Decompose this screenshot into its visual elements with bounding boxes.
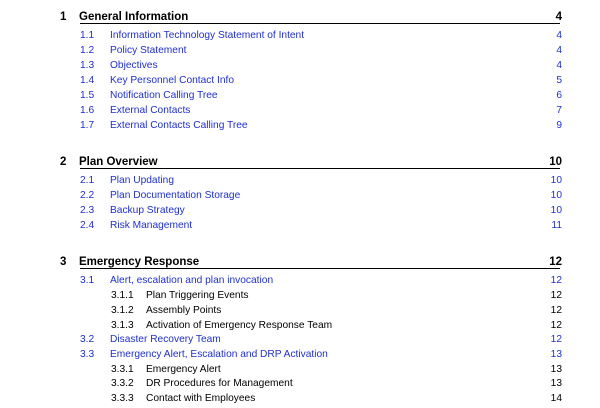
toc-entry-2-2[interactable] (0, 190, 600, 205)
toc-entry-1-4[interactable] (0, 75, 600, 90)
entry-link[interactable]: Plan Updating (110, 175, 175, 186)
entry-link[interactable]: Plan Documentation Storage (110, 190, 241, 201)
entry-link[interactable]: Policy Statement (110, 45, 187, 56)
toc-entry-3-3-3[interactable] (0, 393, 600, 408)
page-number: 13 (550, 378, 562, 389)
toc-entry-3-3[interactable] (0, 349, 600, 364)
entry-number: 1.2 (80, 45, 95, 56)
toc-section-1[interactable] (0, 11, 600, 27)
entry-number: 3.3.1 (111, 364, 134, 375)
section-title[interactable]: Emergency Response (79, 256, 200, 268)
page-number: 12 (550, 305, 562, 316)
entry-link[interactable]: Information Technology Statement of Intent (110, 30, 305, 41)
toc-entry-3-1-1[interactable] (0, 290, 600, 305)
entry-number: 3.1 (80, 275, 95, 286)
entry-number: 3.1.3 (111, 320, 134, 331)
page-number: 12 (550, 334, 562, 345)
toc-entry-1-3[interactable] (0, 60, 600, 75)
toc-entry-3-3-2[interactable] (0, 378, 600, 393)
entry-title[interactable]: Emergency Alert (146, 364, 221, 375)
toc-entry-2-1[interactable] (0, 175, 600, 190)
page-number: 7 (556, 105, 562, 116)
toc-entry-1-7[interactable] (0, 120, 600, 135)
leader-line (80, 168, 560, 169)
page-number: 14 (550, 393, 562, 404)
leader-line (80, 268, 560, 269)
toc-entry-2-4[interactable] (0, 220, 600, 235)
entry-number: 3.1.1 (111, 290, 134, 301)
entry-link[interactable]: External Contacts Calling Tree (110, 120, 248, 131)
toc-entry-1-5[interactable] (0, 90, 600, 105)
page-number: 10 (550, 190, 562, 201)
toc-entry-3-2[interactable] (0, 334, 600, 349)
entry-link[interactable]: Objectives (110, 60, 158, 71)
entry-link[interactable]: External Contacts (110, 105, 191, 116)
section-title[interactable]: General Information (79, 11, 189, 23)
entry-title[interactable]: Assembly Points (146, 305, 222, 316)
entry-number: 2.4 (80, 220, 95, 231)
section-number: 2 (60, 156, 67, 168)
page-number: 13 (550, 349, 562, 360)
toc-entry-2-3[interactable] (0, 205, 600, 220)
page-number: 5 (556, 75, 562, 86)
page-number: 9 (556, 120, 562, 131)
entry-title[interactable]: Plan Triggering Events (146, 290, 249, 301)
toc-section-2[interactable] (0, 156, 600, 172)
section-title[interactable]: Plan Overview (79, 156, 158, 168)
entry-link[interactable]: Disaster Recovery Team (110, 334, 221, 345)
entry-link[interactable]: Risk Management (110, 220, 193, 231)
page-number: 12 (550, 275, 562, 286)
entry-number: 1.4 (80, 75, 95, 86)
entry-link[interactable]: Backup Strategy (110, 205, 185, 216)
toc-section-3[interactable] (0, 256, 600, 272)
toc-entry-3-1-3[interactable] (0, 320, 600, 335)
entry-number: 2.3 (80, 205, 95, 216)
page-number: 10 (550, 175, 562, 186)
entry-link[interactable]: Alert, escalation and plan invocation (110, 275, 274, 286)
page-number: 6 (556, 90, 562, 101)
page-number: 4 (555, 11, 562, 23)
page-number: 10 (550, 205, 562, 216)
page-number: 12 (550, 320, 562, 331)
leader-line (80, 23, 560, 24)
page-number: 12 (550, 290, 562, 301)
entry-number: 2.1 (80, 175, 95, 186)
entry-title[interactable]: Contact with Employees (146, 393, 256, 404)
toc-entry-3-1-2[interactable] (0, 305, 600, 320)
entry-number: 1.3 (80, 60, 95, 71)
entry-number: 3.3.2 (111, 378, 134, 389)
page-number: 12 (549, 256, 562, 268)
toc-entry-3-3-1[interactable] (0, 364, 600, 379)
entry-number: 1.5 (80, 90, 95, 101)
entry-link[interactable]: Key Personnel Contact Info (110, 75, 235, 86)
toc-entry-3-1[interactable] (0, 275, 600, 290)
entry-number: 1.6 (80, 105, 95, 116)
entry-number: 3.3.3 (111, 393, 134, 404)
toc-entry-1-2[interactable] (0, 45, 600, 60)
entry-number: 1.1 (80, 30, 95, 41)
page-number: 11 (551, 220, 562, 231)
page-number: 4 (556, 45, 562, 56)
entry-number: 2.2 (80, 190, 95, 201)
entry-link[interactable]: Notification Calling Tree (110, 90, 218, 101)
page-number: 10 (549, 156, 562, 168)
entry-link[interactable]: Emergency Alert, Escalation and DRP Activation (110, 349, 328, 360)
toc-entry-1-1[interactable] (0, 30, 600, 45)
entry-number: 3.2 (80, 334, 95, 345)
entry-number: 1.7 (80, 120, 95, 131)
toc-entry-1-6[interactable] (0, 105, 600, 120)
page-number: 4 (556, 60, 562, 71)
page-number: 4 (556, 30, 562, 41)
entry-number: 3.1.2 (111, 305, 134, 316)
section-number: 3 (60, 256, 67, 268)
entry-number: 3.3 (80, 349, 95, 360)
entry-title[interactable]: DR Procedures for Management (146, 378, 293, 389)
page-number: 13 (550, 364, 562, 375)
section-number: 1 (60, 11, 67, 23)
entry-title[interactable]: Activation of Emergency Response Team (146, 320, 333, 331)
